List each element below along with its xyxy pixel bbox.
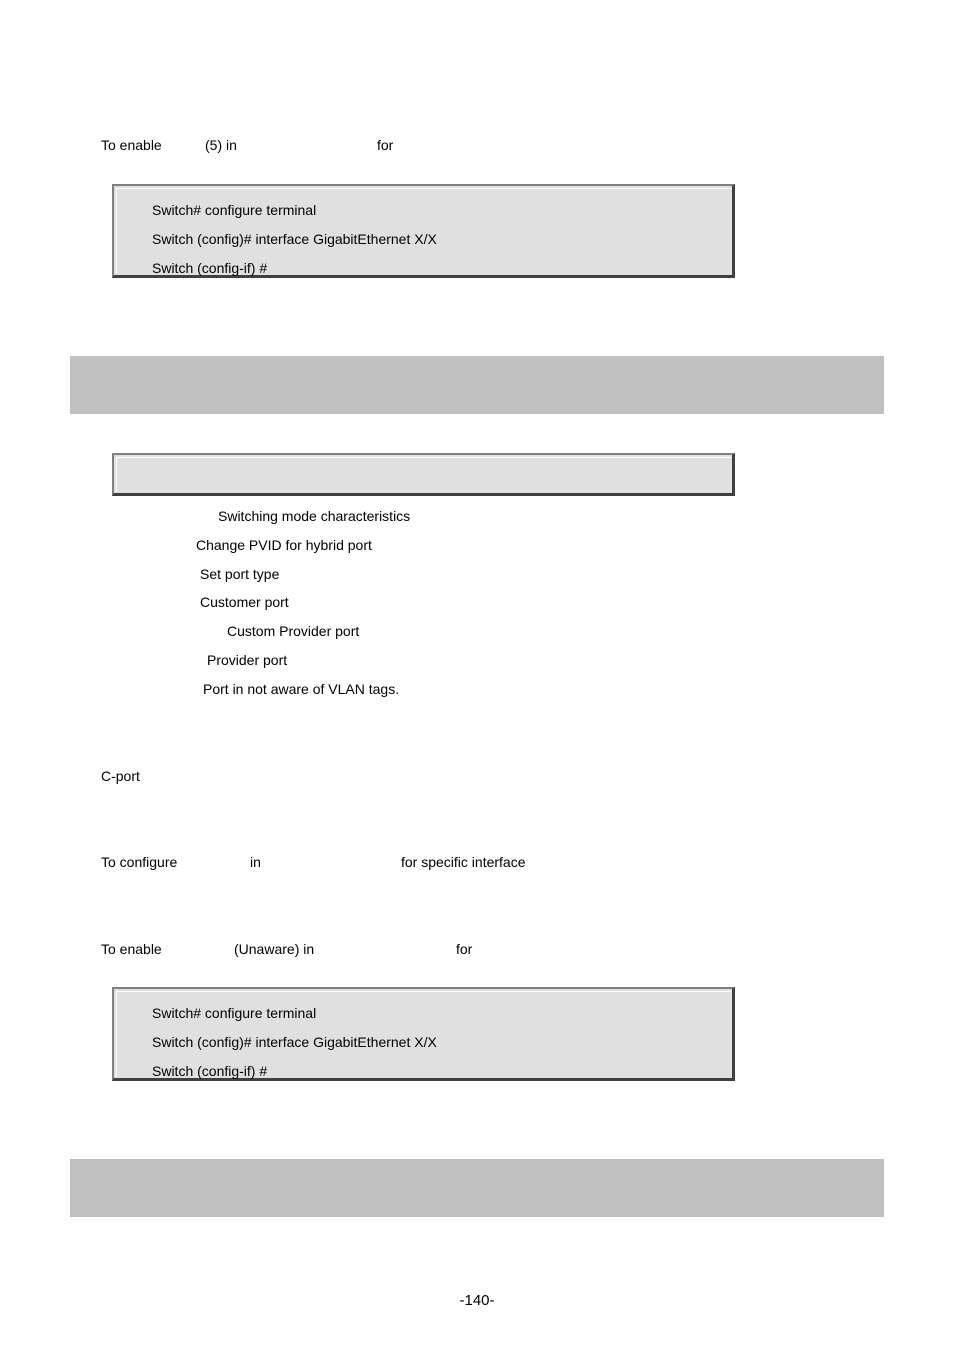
param-desc-port-type: Set port type — [200, 566, 280, 582]
param-desc-provider-port: Provider port — [207, 652, 288, 668]
example1-code-box — [112, 184, 735, 278]
example2-code-line-1: Switch# configure terminal — [152, 1005, 317, 1021]
example1-intro-part2: (5) in — [205, 137, 237, 153]
default-value: C-port — [101, 768, 140, 784]
example2-code-line-2: Switch (config)# interface GigabitEthernet X/X — [152, 1034, 437, 1050]
usage-part2: in — [250, 854, 261, 870]
example2-intro-part2: (Unaware) in — [234, 941, 315, 957]
example1-intro-part3: for — [377, 137, 394, 153]
param-desc-switchport-mode: Switching mode characteristics — [218, 508, 411, 524]
example2-intro-part1: To enable — [101, 941, 162, 957]
example1-code-line-3: Switch (config-if) # — [152, 260, 268, 276]
example2-intro-part3: for — [456, 941, 473, 957]
example2-code-box — [112, 987, 735, 1081]
section-header-bar-2 — [70, 1159, 884, 1217]
example2-code-line-3: Switch (config-if) # — [152, 1063, 268, 1079]
param-desc-unaware: Port in not aware of VLAN tags. — [203, 681, 400, 697]
param-desc-customer-port: Customer port — [200, 594, 289, 610]
param-desc-custom-provider-port: Custom Provider port — [227, 623, 360, 639]
usage-part3: for specific interface — [401, 854, 526, 870]
section-header-bar-1 — [70, 356, 884, 414]
example1-intro-part1: To enable — [101, 137, 162, 153]
param-desc-pvid: Change PVID for hybrid port — [196, 537, 372, 553]
example1-code-line-2: Switch (config)# interface GigabitEthernet X/X — [152, 231, 437, 247]
syntax-box — [112, 453, 735, 496]
page-number: -140- — [459, 1292, 495, 1309]
usage-part1: To configure — [101, 854, 178, 870]
example1-code-line-1: Switch# configure terminal — [152, 202, 317, 218]
